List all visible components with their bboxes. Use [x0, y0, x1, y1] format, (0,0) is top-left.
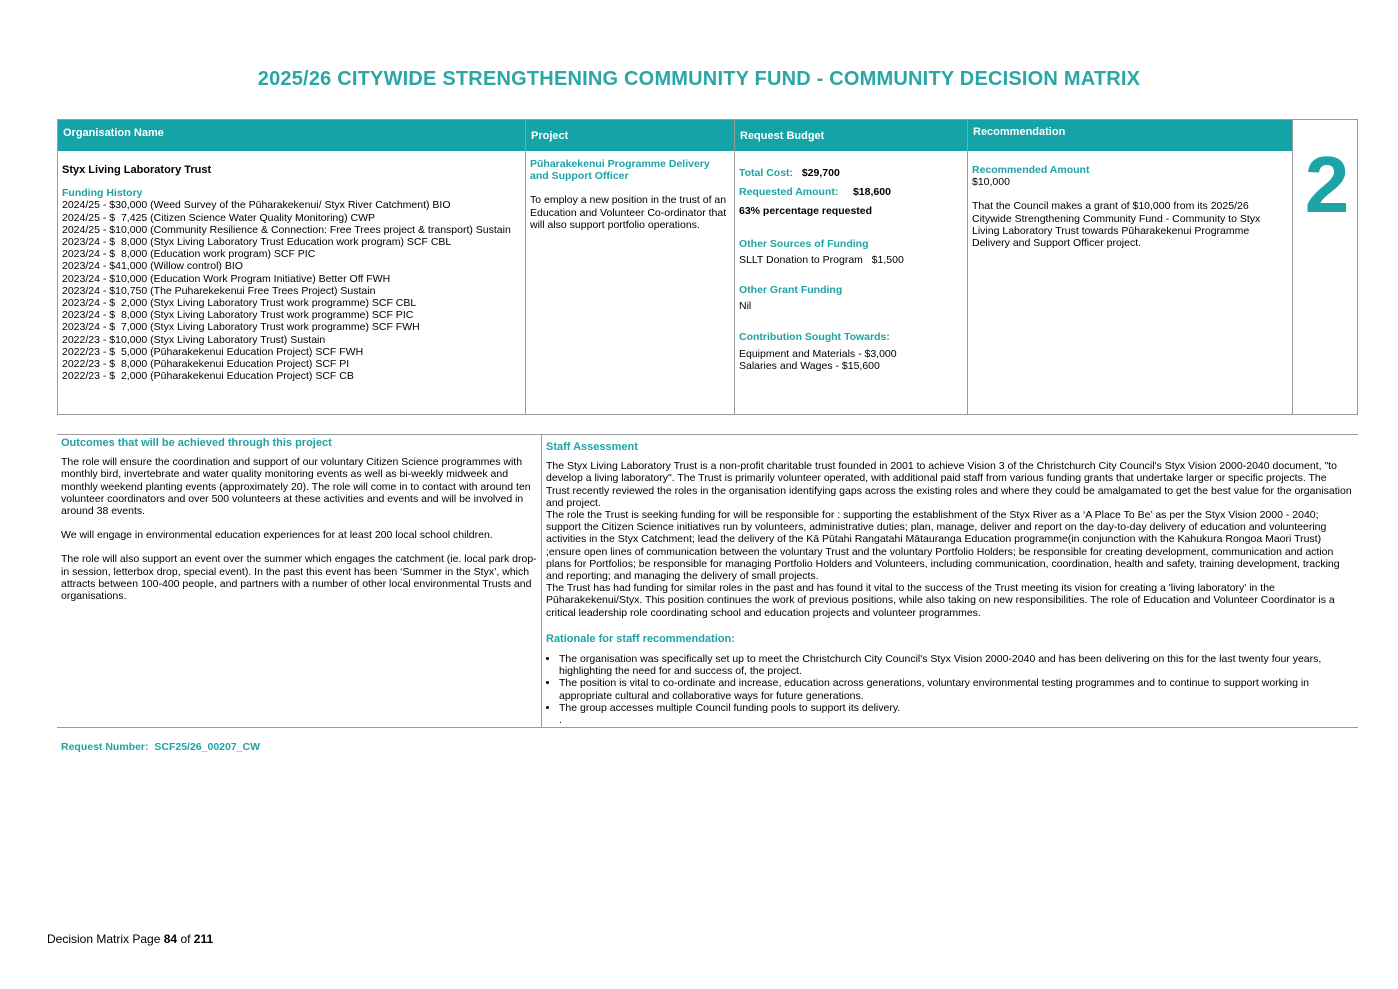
outcomes-paragraph: The role will ensure the coordination and support of our voluntary Citizen Science programmes with monthly bird, invertebrate and water quality monitoring events as well as bi-weekly midweek and monthly weekend planting events (approximately 20). The role will come in to contact with around ten volunteer coordinators and over 500 volunteers at these activities and events and will be involved in around 38 events. [61, 456, 531, 518]
funding-history-item: 2022/23 - $ 8,000 (Pūharakekenui Education Project) SCF PI [62, 358, 350, 371]
other-grant-value: Nil [739, 300, 752, 313]
rationale-trailing: . [559, 714, 562, 727]
funding-history-item: 2023/24 - $10,750 (The Puharekekenui Free Trees Project) Sustain [62, 284, 376, 297]
funding-history-list [62, 199, 521, 382]
rationale-item: • The group accesses multiple Council funding pools to support its delivery. [559, 702, 1352, 714]
project-cell [526, 151, 734, 231]
request-number-value: SCF25/26_00207_CW [154, 741, 261, 753]
funding-history-item: 2023/24 - $ 8,000 (Styx Living Laboratory Trust work programme) SCF PIC [62, 309, 414, 322]
funding-history-item: 2024/25 - $10,000 (Community Resilience & Connection: Free Trees project & transport) Sustain [62, 223, 511, 236]
rationale-item: • The position is vital to co-ordinate and increase, education across generations, voluntary environmental testing programmes and to continue to support working in appropriate cultural and collaborative ways for future generations. [559, 677, 1352, 701]
contribution-label: Contribution Sought Towards: [739, 331, 890, 344]
column-divider [1292, 120, 1293, 414]
contribution-item: Equipment and Materials - $3,000 [739, 347, 897, 360]
header-request-budget: Request Budget [735, 120, 967, 151]
staff-paragraph: The role the Trust is seeking funding for will be responsible for : supporting the establishment of the Styx River as a ‘A Place To Be’ as per the Styx Vision 2000 - 2040; support the Citizen Science initiatives run by volunteers, administrative duties; plan, manage, deliver and report on the day-to-day delivery of education and volunteering activities in the Styx Catchment; lead the delivery of the Kā Pūtahi Rangatahi Mātauranga Education programme(in conjunction with the Kahukura Rongoa Maori Trust) ;ensure open lines of communication between the voluntary Trust and the voluntary Portfolio Holders; be responsible for creating development, communication and action plans for Portfolios; be responsible for managing Portfolio Holders and Volunteers, including communication, coordination, health and safety, training development, tracking and reporting; and managing the delivery of small projects. [546, 509, 1340, 583]
outcomes-cell [61, 437, 537, 602]
funding-history-item: 2023/24 - $ 7,000 (Styx Living Laboratory Trust work programme) SCF FWH [62, 321, 420, 334]
funding-history-item: 2022/23 - $10,000 (Styx Living Laboratory Trust) Sustain [62, 333, 326, 346]
page-footer [47, 932, 213, 946]
staff-paragraph: The Styx Living Laboratory Trust is a non-profit charitable trust founded in 2001 to achieve Vision 3 of the Christchurch City Council's Styx Vision 2000-2040 document, "to develop a living laboratory". The Trust is primarily volunteer operated, with additional paid staff from various funding grants that undertake larger or specific projects. The Trust recently reviewed the roles in the organisation identifying gaps across the existing roles and where they could be amalgamated to get the best value for the organisation and project. [546, 460, 1352, 509]
organisation-name: Styx Living Laboratory Trust [62, 164, 212, 176]
funding-history-item: 2023/24 - $ 2,000 (Styx Living Laboratory Trust work programme) SCF CBL [62, 297, 417, 310]
assessment-section [57, 434, 1358, 728]
funding-history-label: Funding History [62, 187, 143, 200]
funding-history-item: 2022/23 - $ 2,000 (Pūharakekenui Education Project) SCF CB [62, 370, 354, 383]
funding-history-item: 2024/25 - $ 7,425 (Citizen Science Water Quality Monitoring) CWP [62, 211, 375, 224]
outcomes-paragraph: The role will also support an event over the summer which engages the catchment (ie. local park drop-in session, letterbox drop, special event). In the past this event has been ‘Summer in the Styx’, which attracts between 100-400 people, and partners with a number of other local environmental Trusts and organisations. [61, 553, 537, 603]
project-title: Pūharakekenui Programme Delivery and Support Officer [530, 158, 710, 183]
recommendation-text: That the Council makes a grant of $10,000 from its 2025/26 Citywide Strengthening Community Fund - Community to Styx Living Laboratory Trust towards Pūharakekenui Programme Delivery and Support Officer project. [972, 200, 1261, 250]
recommended-amount-value: $10,000 [972, 176, 1010, 189]
request-number [61, 741, 260, 753]
rationale-item: • The organisation was specifically set up to meet the Christchurch City Council's Styx Vision 2000-2040 and has been delivering on this for the last twenty four years, highlighting the need for and success of, the project. [559, 653, 1352, 677]
item-number: 2 [1304, 140, 1350, 229]
budget-cell [735, 151, 967, 372]
total-cost-label: Total Cost: [739, 167, 794, 179]
column-divider [541, 435, 542, 727]
project-description: To employ a new position in the trust of an Education and Volunteer Co-ordinator that will also support portfolio operations. [530, 194, 727, 231]
funding-history-item: 2023/24 - $10,000 (Education Work Program Initiative) Better Off FWH [62, 272, 391, 285]
rationale-list [546, 653, 1352, 714]
staff-assessment-cell [546, 441, 1352, 726]
funding-history-item: 2023/24 - $ 8,000 (Education work program) SCF PIC [62, 248, 316, 261]
header-recommendation: Recommendation [968, 120, 1292, 151]
rationale-label: Rationale for staff recommendation: [546, 632, 735, 645]
footer-page-total: 211 [193, 932, 214, 946]
header-project: Project [526, 120, 734, 151]
funding-history-item: 2023/24 - $41,000 (Willow control) BIO [62, 260, 243, 273]
staff-paragraph: The Trust has had funding for similar roles in the past and has found it vital to the success of the Trust meeting its vision for creating a 'living laboratory' in the Pūharakekenui/Styx. This position continues the work of previous positions, while also taking on new responsibilities. The role of Education and Volunteer Coordinator is a critical leadership role coordinating school and education projects and volunteer programmes. [546, 582, 1335, 619]
percentage-requested: 63% percentage requested [739, 205, 873, 218]
header-organisation-name: Organisation Name [58, 120, 525, 151]
footer-label: Decision Matrix Page [47, 932, 161, 946]
requested-amount-value: $18,600 [852, 186, 891, 199]
total-cost-value: $29,700 [801, 167, 840, 179]
funding-history-item: 2024/25 - $30,000 (Weed Survey of the Pūharakekenui/ Styx River Catchment) BIO [62, 199, 451, 212]
request-number-label: Request Number: [61, 741, 149, 753]
recommendation-cell [968, 151, 1288, 249]
organisation-cell [58, 151, 525, 382]
other-sources-label: Other Sources of Funding [739, 237, 869, 250]
contribution-item: Salaries and Wages - $15,600 [739, 359, 880, 372]
funding-history-item: 2023/24 - $ 8,000 (Styx Living Laboratory Trust Education work program) SCF CBL [62, 236, 452, 249]
staff-assessment-label: Staff Assessment [546, 441, 638, 453]
footer-of: of [180, 932, 191, 946]
outcomes-label: Outcomes that will be achieved through this project [61, 437, 332, 449]
outcomes-paragraph: We will engage in environmental education experiences for at least 200 local school children. [61, 529, 493, 542]
funding-history-item: 2022/23 - $ 5,000 (Pūharakekenui Education Project) SCF FWH [62, 345, 364, 358]
footer-page-number: 84 [163, 932, 178, 946]
other-sources-value: SLLT Donation to Program $1,500 [739, 253, 904, 266]
requested-amount-label: Requested Amount: [739, 186, 839, 199]
page-title: 2025/26 CITYWIDE STRENGTHENING COMMUNITY FUND - COMMUNITY DECISION MATRIX [257, 68, 1141, 90]
application-table [57, 119, 1358, 415]
other-grant-label: Other Grant Funding [739, 284, 843, 297]
recommended-amount-label: Recommended Amount [972, 164, 1090, 176]
